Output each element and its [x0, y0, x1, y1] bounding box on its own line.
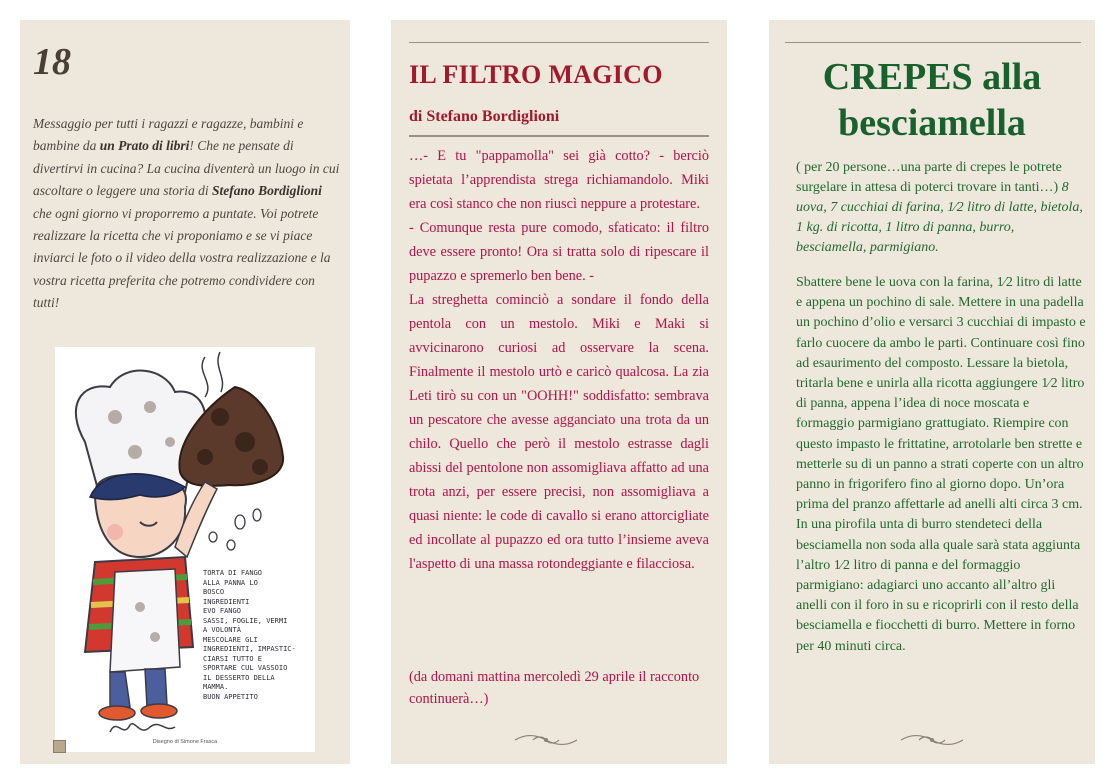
page-number: 18 [33, 41, 71, 83]
panel-story [391, 20, 727, 764]
recipe-title: CREPES alla besciamella [822, 56, 1042, 144]
recipe-instructions: Sbattere bene le uova con la farina, 1⁄2 litro di latte e appena un pochino di sale. Mettere in una padella un pochino d’olio e versarci 3 cucchiai di impasto e farlo cuocere da ambo le parti. Continuare così fino ad esaurimento del composto. Lessare la bietola, tritarla bene e unirla alla ricotta aggiungere 1⁄2 litro di panna, appena l’idea di noce moscata e formaggio parmigiano grattugiato. Riempire con questo impasto le frittatine, arrotolarle ben strette e metterle su di un panno a strati coperte con un altro panno in frigorifero fino al giorno dopo. Un’ora prima del pranzo affettarle ad anelli alti circa 3 cm. In una pirofila unta di burro stendeteci della besciamella non soda alla quale sarà stata aggiunta l’altro 1⁄2 litro di panna e del formaggio parmigiano: adagiarci uno accanto all’altro gli anelli con il foro in su e ricoprirli con il resto della besciamella e fiocchetti di burro. Mettere in forno per 40 minuti circa. [796, 275, 1086, 654]
intro-text-2: ! Che ne pensate di divertirvi in cucina? La cucina diventerà un luogo in cui ascoltare o leggere una storia di [33, 138, 340, 199]
story-paragraph: La streghetta cominciò a sondare il fondo della pentola con un mestolo. Miki e Maki si avvicinarono curiosi ad osservare la scena. Finalmente il mestolo urtò e caricò qualcosa. La zia Leti tirò su con un "OOHH!" soddisfatto: sembrava un pescatore che avesse agganciato una trota da un chilo. Quello che però il mestolo estrasse dagli abissi del pentolone non assomigliava affatto ad una trota anzi, per essere precisi, non assomigliava a quasi niente: le code di cavallo si erano attorcigliate ed incollate al pupazzo ed ora tutto l’insieme aveva l'aspetto di una massa rotondeggiante e filacciosa. [409, 292, 709, 572]
flourish-ornament-icon [513, 732, 579, 748]
chef-illustration [55, 347, 315, 752]
handwriting-line: TORTA DI FANGO [203, 569, 263, 577]
handwriting-line: MESCOLARE GLI [203, 635, 258, 644]
intro-text-3: che ogni giorno vi proporremo a puntate. Voi potrete realizzare la ricetta che vi proponiamo e se vi piace inviarci le foto o il video della vostra realizzazione e la vostra ricetta preferita che potremo condividere con tutti! [33, 205, 331, 311]
intro-text-1: Messaggio per tutti i ragazzi e ragazze, bambini e bambine da [33, 116, 304, 154]
handwriting-line: SASSI, FOGLIE, VERMI [203, 616, 288, 625]
top-rule [785, 42, 1081, 43]
handwriting-line: BOSCO [203, 588, 225, 596]
panel-intro [20, 20, 350, 764]
handwriting-line: INGREDIENTI, IMPASTIC- [203, 645, 296, 653]
intro-bold-prato: un Prato di libri [99, 138, 190, 154]
handwritten-recipe [203, 569, 313, 702]
handwriting-line: A VOLONTÀ [203, 626, 241, 634]
handwriting-line: INGREDIENTI [203, 597, 250, 606]
ingredient-list: 8 uova, 7 cucchiai di farina, 1⁄2 litro di latte, bietola, 1 kg. di ricotta, 1 litro di panna, burro, besciamella, parmigiano. [796, 180, 1083, 255]
handwriting-line: SPORTARE CUL VASSOIO [203, 664, 288, 672]
handwriting-line: IL DESSERTO DELLA [203, 673, 275, 682]
intro-message [33, 113, 343, 315]
story-continuation-note: (da domani mattina mercoledì 29 aprile il racconto continuerà…) [409, 669, 700, 707]
story-body [409, 144, 709, 576]
handwriting-line: ALLA PANNA LO [203, 578, 258, 587]
author-divider [409, 135, 709, 137]
handwriting-line: MAMMA. [203, 683, 229, 691]
corner-mark-icon [53, 740, 66, 753]
handwriting-line: EVO FANGO [203, 607, 241, 615]
illustration-credit: Disegno di Simone Frasca [152, 739, 218, 745]
story-title: IL FILTRO MAGICO [409, 60, 663, 89]
flourish-ornament-icon [899, 732, 965, 748]
panel-recipe [769, 20, 1095, 764]
handwriting-line: BUON APPETITO [203, 692, 258, 701]
story-paragraph: …- E tu "pappamolla" sei già cotto? - berciò spietata l’apprendista strega richiamandolo. Miki era così stanco che non riuscì neppure a protestare. [409, 148, 709, 212]
recipe-ingredients [796, 158, 1084, 258]
story-author: di Stefano Bordiglioni [409, 108, 560, 125]
top-rule [409, 42, 709, 43]
intro-bold-author: Stefano Bordiglioni [211, 183, 322, 199]
recipe-servings-note: ( per 20 persone…una parte di crepes le potrete surgelare in attesa di poterci trovare in tanti…) [796, 160, 1062, 195]
story-paragraph: - Comunque resta pure comodo, sfaticato: il filtro deve essere pronto! Ora si tratta solo di ripescare il pupazzo e spremerlo ben bene. - [409, 220, 709, 284]
handwriting-line: CIARSI TUTTO E [203, 654, 263, 663]
